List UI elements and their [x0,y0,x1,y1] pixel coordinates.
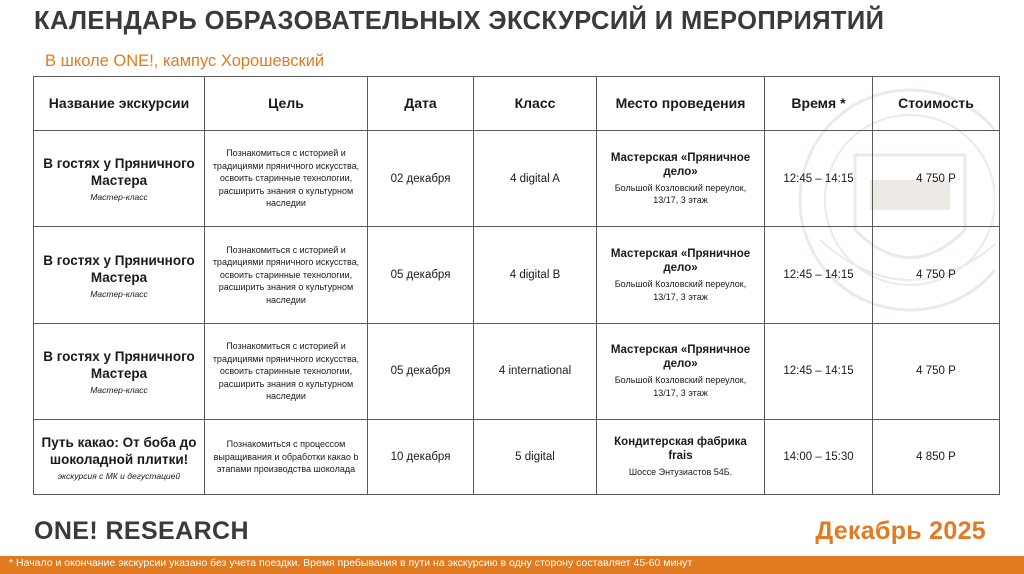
event-format: Мастер-класс [90,192,148,203]
event-date: 10 декабря [368,420,474,495]
event-address: Большой Козловский переулок, 13/17, 3 этаж [614,375,747,398]
event-place-cell [597,323,765,419]
event-name: В гостях у Пряничного Мастера [43,348,195,381]
event-place-cell [597,420,765,495]
column-header-time: Время * [765,77,873,131]
event-grade: 5 digital [474,420,597,495]
event-goal-cell [205,227,368,323]
event-name: В гостях у Пряничного Мастера [43,156,195,189]
event-address: Шоссе Энтузиастов 54Б. [628,467,733,478]
table-row [34,323,1000,419]
footer-bar [0,556,1024,574]
event-place-cell [597,227,765,323]
event-time: 12:45 – 14:15 [765,227,873,323]
event-goal: Познакомиться с историей и традициями пряничного искусства, освоить старинные технологии, расширить знания о культурном наследии [212,341,360,402]
event-time: 14:00 – 15:30 [765,420,873,495]
event-place: Мастерская «Пряничное дело» [610,248,751,275]
event-goal-cell [205,323,368,419]
event-name: Путь какао: От боба до шоколадной плитки! [41,434,197,467]
events-table [33,76,1000,495]
table-row [34,227,1000,323]
event-address: Большой Козловский переулок, 13/17, 3 этаж [614,279,747,302]
event-address: Большой Козловский переулок, 13/17, 3 этаж [614,182,747,206]
event-place: Кондитерская фабрика frais [614,436,747,463]
event-place: Мастерская «Пряничное дело» [610,344,751,371]
event-name-cell [34,227,205,323]
column-header-name: Название экскурсии [34,77,205,131]
event-format: экскурсия с МК и дегустацией [57,470,181,481]
table-row [34,420,1000,495]
event-time: 12:45 – 14:15 [765,131,873,227]
event-name-cell [34,131,205,227]
page-subtitle: В школе ONE!, кампус Хорошевский [45,52,325,70]
page-title: КАЛЕНДАРЬ ОБРАЗОВАТЕЛЬНЫХ ЭКСКУРСИЙ И МЕРОПРИЯТИЙ [34,7,885,35]
column-header-date: Дата [368,77,474,131]
event-name-cell [34,323,205,419]
event-goal: Познакомиться с процессом выращивания и обработки какао b этапами производства шоколада [213,439,359,475]
event-grade: 4 international [474,323,597,419]
event-format: Мастер-класс [90,384,148,395]
event-format: Мастер-класс [90,288,148,299]
event-goal-cell [205,131,368,227]
event-grade: 4 digital B [474,227,597,323]
column-header-grade: Класс [474,77,597,131]
month-label: Декабрь 2025 [815,517,986,545]
column-header-goal: Цель [205,77,368,131]
event-grade: 4 digital A [474,131,597,227]
event-price: 4 750 Р [873,323,1000,419]
event-goal: Познакомиться с историей и традициями пряничного искусства, освоить старинные технологии, расширить знания о культурном наследии [212,244,360,305]
event-place-cell [597,131,765,227]
footnote: * Начало и окончание экскурсии указано без учета поездки. Время пребывания в пути на экскурсию в одну сторону составляет 45-60 минут [9,557,693,569]
event-name-cell [34,420,205,495]
event-date: 05 декабря [368,323,474,419]
event-goal-cell [205,420,368,495]
event-goal: Познакомиться с историей и традициями пряничного искусства, освоить старинные технологии, расширить знания о культурном наследии [212,148,360,209]
table-header-row [34,77,1000,131]
event-time: 12:45 – 14:15 [765,323,873,419]
event-date: 02 декабря [368,131,474,227]
table-row [34,131,1000,227]
event-price: 4 750 Р [873,227,1000,323]
event-price: 4 850 Р [873,420,1000,495]
column-header-place: Место проведения [597,77,765,131]
event-name: В гостях у Пряничного Мастера [43,252,195,285]
event-place: Мастерская «Пряничное дело» [610,151,751,178]
column-header-price: Стоимость [873,77,1000,131]
event-date: 05 декабря [368,227,474,323]
brand-name: ONE! RESEARCH [34,517,249,545]
event-price: 4 750 Р [873,131,1000,227]
